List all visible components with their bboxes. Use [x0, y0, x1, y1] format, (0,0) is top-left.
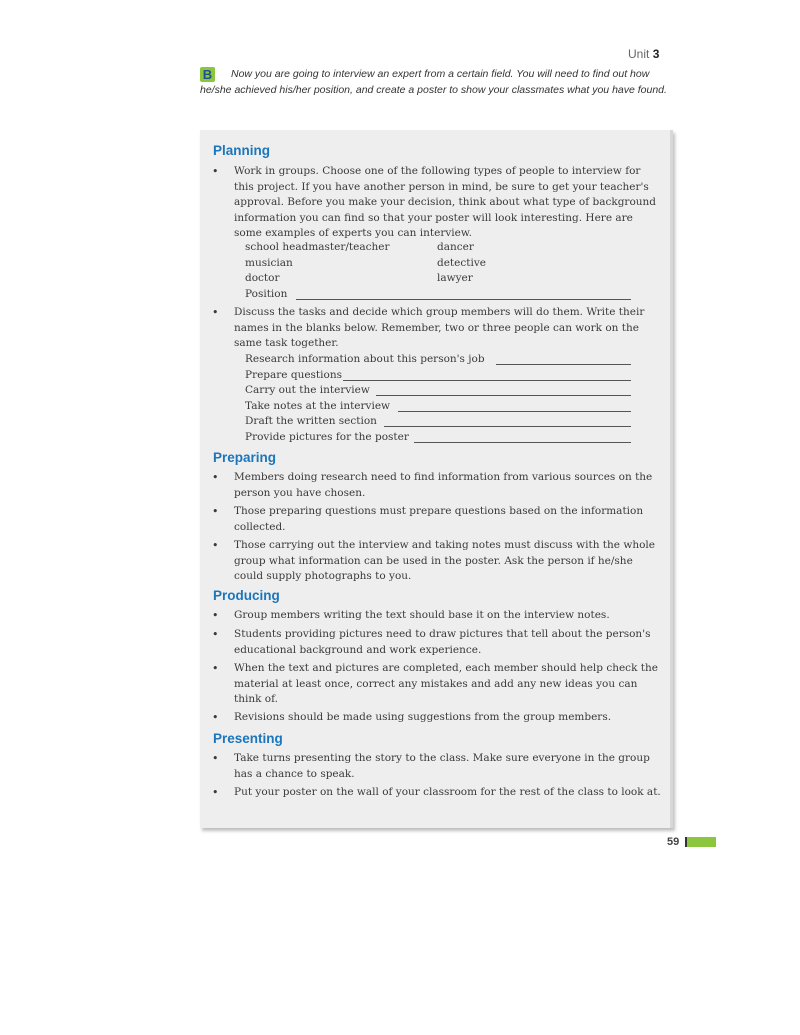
producing-heading: Producing	[213, 588, 280, 603]
task-label: Prepare questions	[245, 369, 342, 381]
presenting-bullet: • Put your poster on the wall of your classroom for the rest of the class to look at.	[234, 785, 662, 801]
position-blank[interactable]	[296, 299, 631, 300]
planning-heading: Planning	[213, 143, 270, 158]
task-blank[interactable]	[414, 442, 631, 443]
producing-bullet: • Students providing pictures need to draw pictures that tell about the person's educational background and work experience.	[234, 627, 662, 658]
task-blank[interactable]	[384, 426, 631, 427]
expert-item: lawyer	[437, 272, 473, 284]
task-label: Research information about this person's job	[245, 353, 485, 365]
task-label: Draft the written section	[245, 415, 377, 427]
project-card	[200, 130, 673, 828]
task-label: Take notes at the interview	[245, 400, 391, 412]
producing-bullet: • When the text and pictures are completed, each member should help check the material at least once, correct any mistakes and add any new ideas you can think of.	[234, 661, 662, 708]
planning-bullet-2: • Discuss the tasks and decide which group members will do them. Write their names in the blanks below. Remember, two or three people can work on the same task together.	[234, 305, 662, 352]
task-blank[interactable]	[398, 411, 631, 412]
expert-item: school headmaster/teacher	[245, 241, 390, 253]
planning-bullet-1: • Work in groups. Choose one of the following types of people to interview for this project. If you have another person in mind, be sure to get your teacher's approval. Before you make your decision, think about what type of background information you can find so that your poster will look interesting. Here are some examples of experts you can interview.	[234, 164, 662, 242]
expert-item: dancer	[437, 241, 474, 253]
task-blank[interactable]	[376, 395, 631, 396]
position-label: Position	[245, 288, 288, 300]
expert-item: detective	[437, 257, 486, 269]
producing-bullet: • Group members writing the text should base it on the interview notes.	[234, 608, 662, 624]
expert-item: musician	[245, 257, 293, 269]
preparing-bullet: • Those preparing questions must prepare questions based on the information collected.	[234, 504, 662, 535]
expert-item: doctor	[245, 272, 280, 284]
intro-instructions	[200, 66, 670, 98]
presenting-bullet: • Take turns presenting the story to the class. Make sure everyone in the group has a chance to speak.	[234, 751, 662, 782]
unit-number: 3	[652, 47, 660, 61]
task-label: Provide pictures for the poster	[245, 431, 409, 443]
section-b-badge: B	[200, 67, 215, 82]
preparing-bullet: • Those carrying out the interview and taking notes must discuss with the whole group what information can be used in the poster. Ask the person if he/she could supply photographs to you.	[234, 538, 662, 585]
producing-bullet: • Revisions should be made using suggestions from the group members.	[234, 710, 662, 726]
preparing-bullet: • Members doing research need to find information from various sources on the person you have chosen.	[234, 470, 662, 501]
task-blank[interactable]	[343, 380, 631, 381]
preparing-heading: Preparing	[213, 450, 277, 465]
task-blank[interactable]	[496, 364, 631, 365]
intro-text: Now you are going to interview an expert from a certain field. You will need to find out how he/she achieved his/her position, and create a poster to show your classmates what you have found.	[200, 68, 667, 96]
task-label: Carry out the interview	[245, 384, 370, 396]
presenting-heading: Presenting	[213, 731, 283, 746]
page-number-bar	[685, 837, 716, 847]
unit-label: Unit 3	[628, 47, 660, 61]
page-number: 59	[667, 836, 680, 848]
